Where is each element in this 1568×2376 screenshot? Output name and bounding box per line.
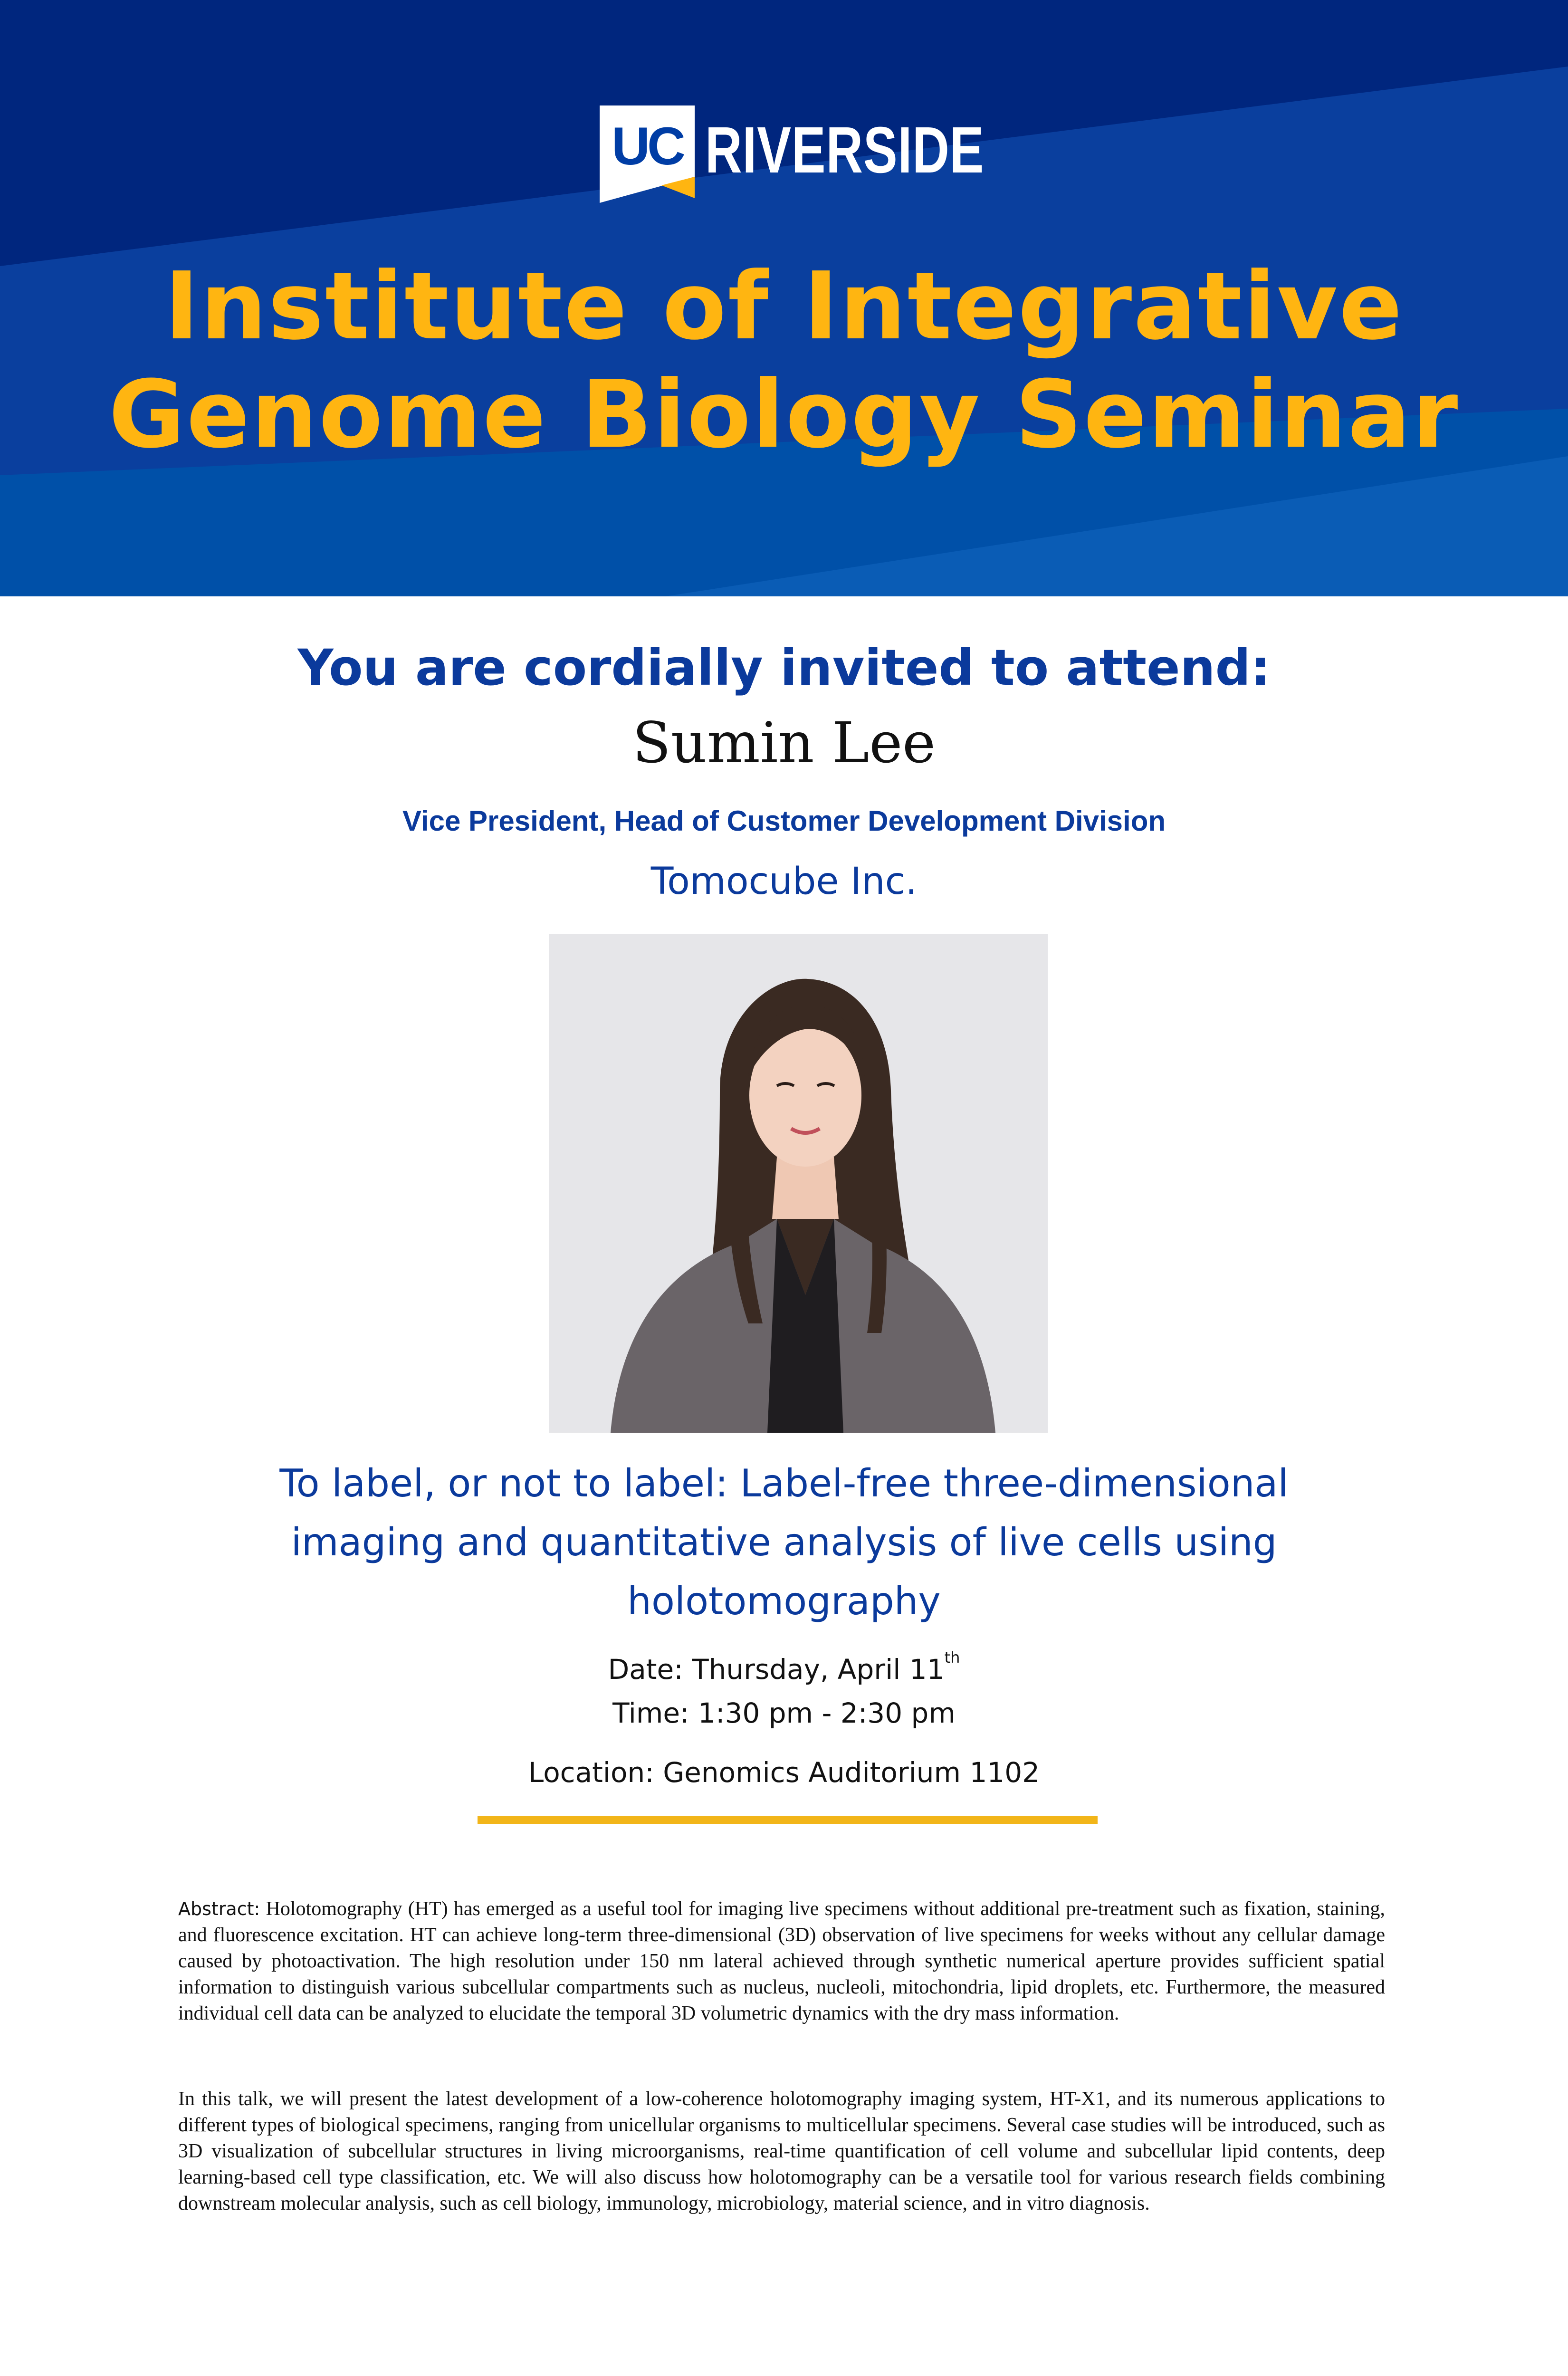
speaker-organization: Tomocube Inc.: [650, 860, 918, 903]
speaker-name: Sumin Lee: [632, 710, 936, 776]
event-location: Location: Genomics Auditorium 1102: [528, 1756, 1040, 1789]
invitation-heading: You are cordially invited to attend:: [297, 639, 1271, 697]
talk-title-line: holotomography: [627, 1579, 941, 1623]
event-time: Time: 1:30 pm - 2:30 pm: [612, 1697, 956, 1729]
section-divider: [478, 1816, 1098, 1824]
abstract-paragraph-2: In this talk, we will present the latest development of a low-coherence holotomography imaging system, HT-X1, and its numerous applications to different types of biological specimens, ranging from unicellular organisms to multicellular specimens. Several case studies will be introduced, such as 3D visualization of subcellular structures in living microorganisms, real-time quantification of cell volume and subcellular lipid contents, deep learning-based cell type classification, etc. We will also discuss how holotomography can be a versatile tool for various research fields combining downstream molecular analysis, such as cell biology, immunology, microbiology, material science, and in vitro diagnosis.: [178, 2088, 1385, 2214]
uc-logo-mark: [600, 105, 695, 210]
talk-title-line: imaging and quantitative analysis of live cells using: [291, 1520, 1277, 1564]
logo-riverside-text: RIVERSIDE: [705, 114, 985, 187]
abstract-label: Abstract:: [178, 1898, 260, 1919]
event-date-suffix: th: [944, 1648, 960, 1667]
event-date-text: Date: Thursday, April 11: [608, 1653, 945, 1686]
speaker-photo: [549, 934, 1048, 1433]
talk-title-line: To label, or not to label: Label-free three-dimensional: [279, 1461, 1289, 1505]
uc-riverside-logo: [600, 105, 1063, 210]
abstract-text-1: Holotomography (HT) has emerged as a useful tool for imaging live specimens without additional pre-treatment such as fixation, staining, and fluorescence excitation. HT can achieve long-term three-dimensional (3D) observation of live specimens for weeks without any cellular damage caused by photoactivation. The high resolution under 150 nm lateral achieved through synthetic numerical aperture provides sufficient spatial information to distinguish various subcellular compartments such as nucleus, nucleoli, mitochondria, lipid droplets, etc. Furthermore, the measured individual cell data can be analyzed to elucidate the temporal 3D volumetric dynamics with the dry mass information.: [178, 1898, 1386, 2024]
speaker-position: Vice President, Head of Customer Development Division: [402, 805, 1166, 837]
banner-title-line2: Genome Biology Seminar: [108, 361, 1460, 469]
event-date: [0, 1648, 1568, 1691]
abstract-paragraph-1: [178, 1896, 1385, 2027]
header-banner: [0, 0, 1568, 596]
banner-title-line1: Institute of Integrative: [164, 252, 1404, 361]
talk-title: [238, 1454, 1330, 1631]
logo-uc-text: UC: [612, 116, 683, 176]
